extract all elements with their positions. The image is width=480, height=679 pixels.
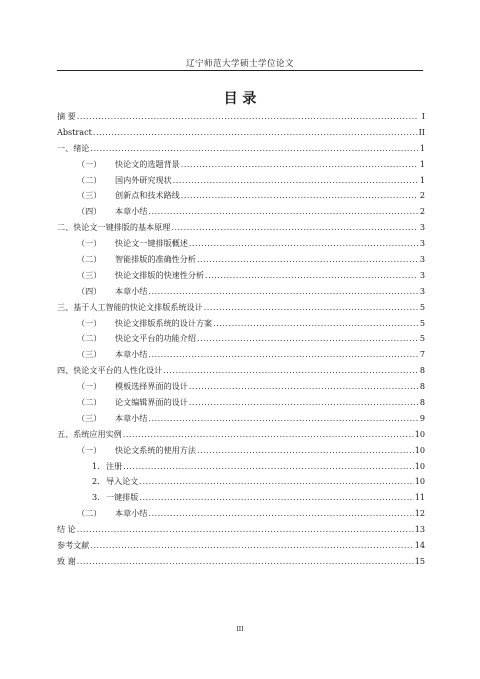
toc-entry-label: 参考文献 xyxy=(57,540,90,551)
toc-entry-page: 1 xyxy=(419,142,425,153)
toc-leader-dots xyxy=(123,459,413,475)
toc-entry[interactable] xyxy=(57,459,425,475)
toc-entry[interactable] xyxy=(57,236,425,252)
toc-entry-number: （一） xyxy=(77,444,102,455)
toc-entry-page: 3 xyxy=(419,222,425,233)
toc-leader-dots xyxy=(148,411,418,427)
toc-entry-number: （一） xyxy=(77,158,102,169)
toc-entry-label: 本章小结 xyxy=(115,206,148,217)
toc-entry-page: 11 xyxy=(414,492,425,503)
toc-entry[interactable] xyxy=(57,474,425,490)
toc-entry-number: （一） xyxy=(77,381,102,392)
toc-entry[interactable] xyxy=(57,331,425,347)
toc-leader-dots xyxy=(205,268,418,284)
toc-entry[interactable] xyxy=(57,411,425,427)
toc-entry[interactable] xyxy=(57,395,425,411)
toc-entry-label: 本章小结 xyxy=(115,412,148,423)
toc-leader-dots xyxy=(90,538,413,554)
toc-entry[interactable] xyxy=(57,157,425,173)
toc-entry-label: 一、绪论 xyxy=(57,142,90,153)
toc-entry-number: （二） xyxy=(77,333,102,344)
toc-entry[interactable] xyxy=(57,188,425,204)
toc-leader-dots xyxy=(139,474,413,490)
toc-entry-number: （二） xyxy=(77,254,102,265)
toc-entry-page: I xyxy=(421,111,425,121)
toc-entry-label: 快论文一键排版概述 xyxy=(115,238,188,249)
toc-leader-dots xyxy=(197,443,414,459)
toc-leader-dots xyxy=(181,157,418,173)
toc-entry[interactable] xyxy=(57,300,425,316)
toc-entry-number: （三） xyxy=(77,269,102,280)
table-of-contents xyxy=(57,109,425,570)
toc-entry-page: 15 xyxy=(414,555,425,566)
toc-entry[interactable] xyxy=(57,554,425,570)
toc-leader-dots xyxy=(148,204,418,220)
toc-entry[interactable] xyxy=(57,125,425,141)
toc-entry-number: 1. xyxy=(92,460,100,471)
toc-leader-dots xyxy=(163,363,418,379)
running-header: 辽宁师范大学硕士学位论文 xyxy=(185,59,294,69)
toc-entry-page: 14 xyxy=(414,540,425,551)
toc-entry-number: （二） xyxy=(77,174,102,185)
toc-entry-number: （一） xyxy=(77,238,102,249)
toc-entry[interactable] xyxy=(57,220,425,236)
toc-leader-dots xyxy=(213,316,418,332)
toc-leader-dots xyxy=(148,347,418,363)
toc-entry[interactable] xyxy=(57,204,425,220)
toc-leader-dots xyxy=(189,236,418,252)
toc-entry-number: （三） xyxy=(77,349,102,360)
toc-entry-page: 12 xyxy=(414,508,425,519)
toc-entry-page: 3 xyxy=(419,238,425,249)
toc-entry-page: 9 xyxy=(419,412,425,423)
toc-leader-dots xyxy=(148,284,418,300)
toc-entry-page: 8 xyxy=(419,397,425,408)
toc-leader-dots xyxy=(197,252,418,268)
toc-entry-page: II xyxy=(418,126,425,137)
toc-entry-label: 二、快论文一键排版的基本原理 xyxy=(57,222,171,233)
toc-leader-dots xyxy=(189,395,418,411)
toc-entry-label: 创新点和技术路线 xyxy=(115,190,180,201)
toc-entry-label: 快论文排版系统的设计方案 xyxy=(115,317,213,328)
toc-entry-page: 3 xyxy=(419,285,425,296)
toc-entry-label: 致 谢 xyxy=(57,555,76,566)
toc-entry-page: 8 xyxy=(419,381,425,392)
toc-entry-number: （二） xyxy=(77,508,102,519)
toc-entry[interactable] xyxy=(57,363,425,379)
toc-entry-page: 5 xyxy=(419,301,425,312)
toc-entry-label: 快论文排版的快速性分析 xyxy=(115,269,205,280)
toc-entry-label: 注册 xyxy=(106,460,123,471)
toc-entry-page: 5 xyxy=(419,333,425,344)
toc-entry-page: 10 xyxy=(414,460,425,471)
toc-entry-number: （四） xyxy=(77,206,102,217)
toc-entry-number: （三） xyxy=(77,190,102,201)
toc-leader-dots xyxy=(93,125,418,141)
toc-entry-label: 结 论 xyxy=(57,524,76,535)
toc-entry-page: 10 xyxy=(414,476,425,487)
toc-entry[interactable] xyxy=(57,252,425,268)
toc-entry-label: 快论文的选题背景 xyxy=(115,158,180,169)
toc-entry[interactable] xyxy=(57,522,425,538)
toc-entry-label: 智能排版的准确性分析 xyxy=(115,254,196,265)
toc-entry-label: 摘 要 xyxy=(57,111,76,121)
toc-leader-dots xyxy=(77,522,414,538)
toc-entry-label: 模板选择界面的设计 xyxy=(115,381,188,392)
toc-entry-label: 本章小结 xyxy=(115,285,148,296)
toc-entry[interactable] xyxy=(57,427,425,443)
toc-entry[interactable] xyxy=(57,538,425,554)
toc-entry-label: Abstract xyxy=(57,126,92,137)
toc-entry-label: 快论文系统的使用方法 xyxy=(115,444,196,455)
toc-entry-number: （三） xyxy=(77,412,102,423)
toc-entry-label: 论文编辑界面的设计 xyxy=(115,397,188,408)
toc-entry-page: 5 xyxy=(419,317,425,328)
toc-entry-number: 2. xyxy=(92,476,100,487)
toc-entry-label: 国内外研究现状 xyxy=(115,174,172,185)
toc-entry-page: 1 xyxy=(419,158,425,169)
toc-entry[interactable] xyxy=(57,284,425,300)
toc-entry-label: 本章小结 xyxy=(115,349,148,360)
toc-entry[interactable] xyxy=(57,506,425,522)
toc-entry-number: 3. xyxy=(92,492,100,503)
toc-leader-dots xyxy=(173,173,418,189)
toc-entry-page: 13 xyxy=(414,524,425,535)
toc-entry-page: 3 xyxy=(419,269,425,280)
toc-entry[interactable] xyxy=(57,316,425,332)
toc-entry-number: （四） xyxy=(77,285,102,296)
toc-entry-label: 三、基于人工智能的快论文排版系统设计 xyxy=(57,301,203,312)
toc-entry-page: 2 xyxy=(419,206,425,217)
toc-leader-dots xyxy=(77,109,418,125)
toc-leader-dots xyxy=(90,141,418,157)
toc-entry-label: 一键排版 xyxy=(106,492,139,503)
toc-leader-dots xyxy=(171,220,418,236)
toc-entry-label: 快论文平台的功能介绍 xyxy=(115,333,196,344)
toc-entry-page: 2 xyxy=(419,190,425,201)
toc-leader-dots xyxy=(189,379,418,395)
toc-entry-page: 10 xyxy=(414,428,425,439)
toc-entry-page: 1 xyxy=(419,174,425,185)
toc-leader-dots xyxy=(123,427,414,443)
toc-entry-label: 导入论文 xyxy=(106,476,139,487)
toc-leader-dots xyxy=(139,490,413,506)
page-number: III xyxy=(236,626,244,633)
toc-leader-dots xyxy=(77,554,414,570)
toc-entry[interactable] xyxy=(57,490,425,506)
toc-entry-page: 7 xyxy=(419,349,425,360)
toc-entry-page: 8 xyxy=(419,365,425,376)
toc-entry-page: 3 xyxy=(419,254,425,265)
toc-entry[interactable] xyxy=(57,141,425,157)
toc-entry-label: 本章小结 xyxy=(115,508,148,519)
toc-entry-number: （二） xyxy=(77,397,102,408)
toc-leader-dots xyxy=(197,331,418,347)
toc-leader-dots xyxy=(181,188,418,204)
toc-entry-page: 10 xyxy=(414,444,425,455)
toc-entry[interactable] xyxy=(57,109,425,125)
toc-leader-dots xyxy=(148,506,413,522)
toc-entry-label: 四、快论文平台的人性化设计 xyxy=(57,365,163,376)
toc-title: 目 录 xyxy=(223,91,257,107)
toc-leader-dots xyxy=(204,300,418,316)
toc-entry[interactable] xyxy=(57,443,425,459)
header-rule xyxy=(57,70,423,71)
toc-entry[interactable] xyxy=(57,379,425,395)
toc-entry[interactable] xyxy=(57,347,425,363)
toc-entry-number: （一） xyxy=(77,317,102,328)
toc-entry-label: 五、系统应用实例 xyxy=(57,428,122,439)
toc-entry[interactable] xyxy=(57,268,425,284)
toc-entry[interactable] xyxy=(57,173,425,189)
